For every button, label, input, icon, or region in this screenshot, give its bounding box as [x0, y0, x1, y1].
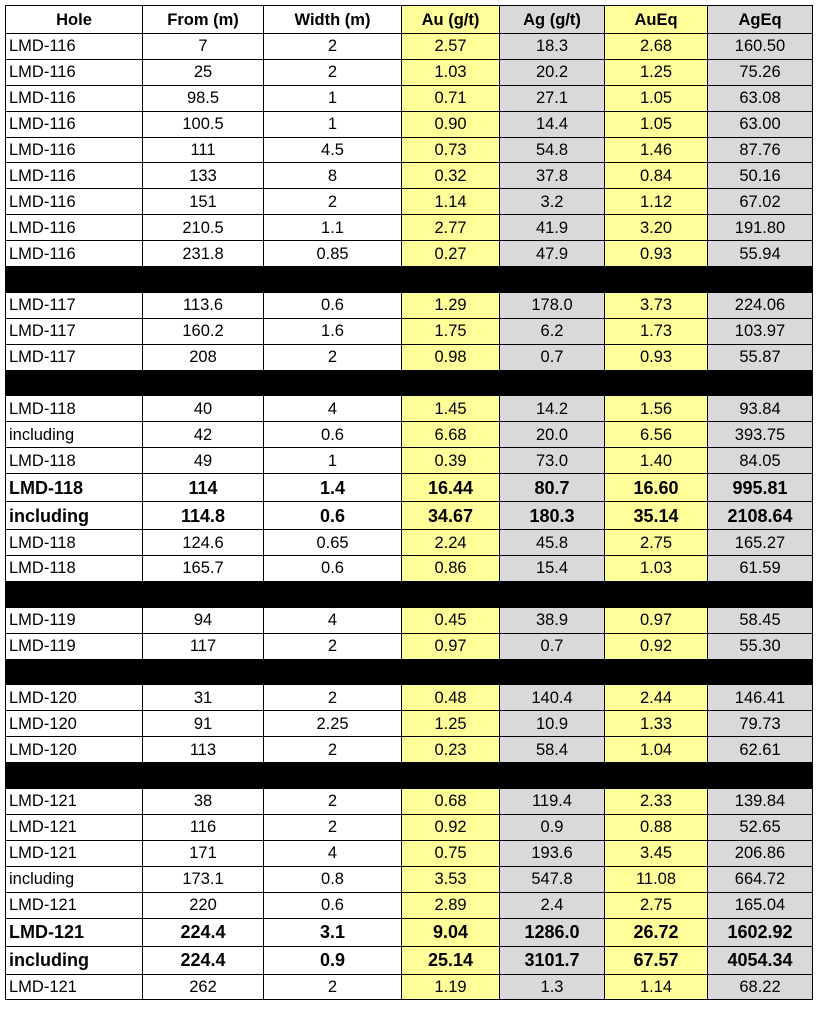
cell-hole: LMD-119 — [6, 633, 143, 659]
cell-au: 0.86 — [402, 556, 500, 582]
cell-hole: LMD-116 — [6, 189, 143, 215]
table-row — [6, 241, 813, 267]
cell-aueq: 1.33 — [605, 711, 708, 737]
cell-ag: 38.9 — [500, 607, 605, 633]
cell-aueq: 1.73 — [605, 318, 708, 344]
cell-hole: LMD-118 — [6, 396, 143, 422]
cell-hole: LMD-118 — [6, 530, 143, 556]
cell-hole: LMD-116 — [6, 163, 143, 189]
cell-from: 100.5 — [143, 111, 264, 137]
cell-ageq: 995.81 — [708, 474, 813, 502]
cell-hole: including — [6, 866, 143, 892]
cell-ag: 547.8 — [500, 866, 605, 892]
cell-ag: 37.8 — [500, 163, 605, 189]
cell-from: 91 — [143, 711, 264, 737]
table-header — [6, 6, 813, 34]
cell-from: 113 — [143, 737, 264, 763]
cell-aueq: 35.14 — [605, 502, 708, 530]
cell-width: 2 — [264, 737, 402, 763]
cell-au: 0.27 — [402, 241, 500, 267]
cell-ag: 58.4 — [500, 737, 605, 763]
table-body — [6, 34, 813, 1000]
cell-from: 116 — [143, 814, 264, 840]
cell-from: 114 — [143, 474, 264, 502]
cell-ageq: 63.08 — [708, 85, 813, 111]
cell-ag: 20.0 — [500, 422, 605, 448]
table-row — [6, 422, 813, 448]
cell-ageq: 55.87 — [708, 344, 813, 370]
cell-width: 2 — [264, 189, 402, 215]
cell-ag: 20.2 — [500, 59, 605, 85]
cell-from: 220 — [143, 892, 264, 918]
cell-width: 2.25 — [264, 711, 402, 737]
cell-ag: 0.7 — [500, 344, 605, 370]
cell-au: 0.45 — [402, 607, 500, 633]
cell-ag: 180.3 — [500, 502, 605, 530]
cell-width: 2 — [264, 789, 402, 815]
cell-ageq: 75.26 — [708, 59, 813, 85]
header-ag: Ag (g/t) — [500, 6, 605, 34]
table-row — [6, 396, 813, 422]
table-row — [6, 840, 813, 866]
cell-from: 160.2 — [143, 318, 264, 344]
cell-ag: 80.7 — [500, 474, 605, 502]
cell-hole: LMD-117 — [6, 344, 143, 370]
table-row — [6, 318, 813, 344]
cell-aueq: 1.25 — [605, 59, 708, 85]
cell-from: 117 — [143, 633, 264, 659]
header-hole: Hole — [6, 6, 143, 34]
cell-ag: 45.8 — [500, 530, 605, 556]
cell-hole: LMD-121 — [6, 789, 143, 815]
cell-from: 98.5 — [143, 85, 264, 111]
table-row — [6, 918, 813, 946]
separator-row — [6, 370, 813, 396]
cell-from: 94 — [143, 607, 264, 633]
cell-au: 0.32 — [402, 163, 500, 189]
cell-au: 1.29 — [402, 292, 500, 318]
cell-ageq: 55.94 — [708, 241, 813, 267]
cell-from: 262 — [143, 974, 264, 1000]
cell-aueq: 1.12 — [605, 189, 708, 215]
cell-from: 31 — [143, 685, 264, 711]
cell-aueq: 0.97 — [605, 607, 708, 633]
cell-width: 2 — [264, 344, 402, 370]
table-row — [6, 137, 813, 163]
cell-au: 0.90 — [402, 111, 500, 137]
table-row — [6, 789, 813, 815]
cell-ageq: 50.16 — [708, 163, 813, 189]
cell-from: 210.5 — [143, 215, 264, 241]
cell-aueq: 3.20 — [605, 215, 708, 241]
cell-hole: including — [6, 502, 143, 530]
cell-ag: 0.7 — [500, 633, 605, 659]
cell-hole: LMD-116 — [6, 241, 143, 267]
table-row — [6, 111, 813, 137]
cell-hole: LMD-121 — [6, 840, 143, 866]
cell-ag: 178.0 — [500, 292, 605, 318]
cell-hole: including — [6, 946, 143, 974]
cell-from: 25 — [143, 59, 264, 85]
cell-from: 173.1 — [143, 866, 264, 892]
cell-ag: 27.1 — [500, 85, 605, 111]
table-row — [6, 633, 813, 659]
separator-bar — [6, 763, 813, 789]
cell-width: 4 — [264, 607, 402, 633]
cell-ageq: 160.50 — [708, 34, 813, 60]
cell-aueq: 11.08 — [605, 866, 708, 892]
cell-ageq: 87.76 — [708, 137, 813, 163]
header-au: Au (g/t) — [402, 6, 500, 34]
header-ageq: AgEq — [708, 6, 813, 34]
cell-ageq: 393.75 — [708, 422, 813, 448]
separator-row — [6, 763, 813, 789]
cell-ag: 73.0 — [500, 448, 605, 474]
cell-ageq: 165.27 — [708, 530, 813, 556]
cell-from: 111 — [143, 137, 264, 163]
cell-width: 0.6 — [264, 556, 402, 582]
cell-au: 9.04 — [402, 918, 500, 946]
cell-au: 2.24 — [402, 530, 500, 556]
table-row — [6, 814, 813, 840]
cell-au: 1.25 — [402, 711, 500, 737]
cell-hole: LMD-118 — [6, 474, 143, 502]
separator-bar — [6, 581, 813, 607]
cell-hole: including — [6, 422, 143, 448]
cell-width: 2 — [264, 685, 402, 711]
cell-ag: 18.3 — [500, 34, 605, 60]
cell-ag: 1.3 — [500, 974, 605, 1000]
cell-width: 1.6 — [264, 318, 402, 344]
cell-width: 0.8 — [264, 866, 402, 892]
cell-hole: LMD-116 — [6, 34, 143, 60]
cell-width: 0.6 — [264, 422, 402, 448]
cell-from: 208 — [143, 344, 264, 370]
table-row — [6, 59, 813, 85]
header-width: Width (m) — [264, 6, 402, 34]
cell-au: 0.68 — [402, 789, 500, 815]
cell-au: 1.45 — [402, 396, 500, 422]
cell-au: 0.92 — [402, 814, 500, 840]
cell-aueq: 1.05 — [605, 85, 708, 111]
cell-hole: LMD-117 — [6, 318, 143, 344]
cell-au: 25.14 — [402, 946, 500, 974]
cell-au: 2.57 — [402, 34, 500, 60]
table-row — [6, 974, 813, 1000]
cell-au: 0.48 — [402, 685, 500, 711]
table-row — [6, 474, 813, 502]
cell-ageq: 2108.64 — [708, 502, 813, 530]
cell-au: 0.71 — [402, 85, 500, 111]
cell-ageq: 93.84 — [708, 396, 813, 422]
table-row — [6, 737, 813, 763]
cell-hole: LMD-116 — [6, 111, 143, 137]
cell-hole: LMD-116 — [6, 85, 143, 111]
cell-aueq: 2.44 — [605, 685, 708, 711]
cell-hole: LMD-118 — [6, 448, 143, 474]
cell-au: 0.97 — [402, 633, 500, 659]
cell-ageq: 63.00 — [708, 111, 813, 137]
cell-hole: LMD-118 — [6, 556, 143, 582]
table-row — [6, 189, 813, 215]
cell-hole: LMD-121 — [6, 974, 143, 1000]
cell-ag: 119.4 — [500, 789, 605, 815]
cell-ag: 1286.0 — [500, 918, 605, 946]
cell-width: 8 — [264, 163, 402, 189]
header-row — [6, 6, 813, 34]
cell-aueq: 1.05 — [605, 111, 708, 137]
cell-width: 2 — [264, 34, 402, 60]
table-row — [6, 556, 813, 582]
cell-hole: LMD-121 — [6, 814, 143, 840]
cell-au: 0.23 — [402, 737, 500, 763]
cell-width: 0.9 — [264, 946, 402, 974]
cell-aueq: 1.46 — [605, 137, 708, 163]
table-row — [6, 530, 813, 556]
cell-aueq: 3.45 — [605, 840, 708, 866]
cell-width: 0.65 — [264, 530, 402, 556]
cell-ageq: 664.72 — [708, 866, 813, 892]
cell-ageq: 55.30 — [708, 633, 813, 659]
cell-aueq: 1.40 — [605, 448, 708, 474]
cell-from: 231.8 — [143, 241, 264, 267]
cell-from: 40 — [143, 396, 264, 422]
cell-ag: 193.6 — [500, 840, 605, 866]
cell-au: 2.77 — [402, 215, 500, 241]
cell-au: 1.75 — [402, 318, 500, 344]
separator-row — [6, 659, 813, 685]
cell-aueq: 1.14 — [605, 974, 708, 1000]
cell-ageq: 1602.92 — [708, 918, 813, 946]
cell-ageq: 191.80 — [708, 215, 813, 241]
header-from: From (m) — [143, 6, 264, 34]
cell-ag: 14.4 — [500, 111, 605, 137]
table-row — [6, 607, 813, 633]
table-row — [6, 866, 813, 892]
cell-hole: LMD-120 — [6, 711, 143, 737]
cell-au: 2.89 — [402, 892, 500, 918]
cell-ageq: 68.22 — [708, 974, 813, 1000]
cell-from: 49 — [143, 448, 264, 474]
cell-ag: 3.2 — [500, 189, 605, 215]
cell-aueq: 0.93 — [605, 241, 708, 267]
cell-ageq: 61.59 — [708, 556, 813, 582]
cell-from: 224.4 — [143, 946, 264, 974]
assay-results-table — [5, 5, 813, 1000]
cell-ageq: 67.02 — [708, 189, 813, 215]
table-row — [6, 292, 813, 318]
cell-aueq: 16.60 — [605, 474, 708, 502]
cell-hole: LMD-121 — [6, 918, 143, 946]
cell-from: 38 — [143, 789, 264, 815]
table-row — [6, 946, 813, 974]
cell-width: 2 — [264, 633, 402, 659]
separator-row — [6, 267, 813, 293]
cell-au: 1.03 — [402, 59, 500, 85]
cell-aueq: 0.93 — [605, 344, 708, 370]
cell-hole: LMD-116 — [6, 215, 143, 241]
cell-from: 113.6 — [143, 292, 264, 318]
cell-from: 151 — [143, 189, 264, 215]
table-row — [6, 85, 813, 111]
separator-bar — [6, 267, 813, 293]
cell-width: 0.6 — [264, 292, 402, 318]
cell-width: 1 — [264, 448, 402, 474]
cell-ag: 41.9 — [500, 215, 605, 241]
cell-ag: 140.4 — [500, 685, 605, 711]
cell-aueq: 0.84 — [605, 163, 708, 189]
cell-from: 165.7 — [143, 556, 264, 582]
cell-au: 16.44 — [402, 474, 500, 502]
cell-au: 1.14 — [402, 189, 500, 215]
cell-ag: 54.8 — [500, 137, 605, 163]
cell-ag: 3101.7 — [500, 946, 605, 974]
cell-width: 1.1 — [264, 215, 402, 241]
cell-width: 2 — [264, 974, 402, 1000]
cell-hole: LMD-121 — [6, 892, 143, 918]
cell-ag: 0.9 — [500, 814, 605, 840]
cell-width: 0.6 — [264, 502, 402, 530]
table-row — [6, 685, 813, 711]
cell-ag: 47.9 — [500, 241, 605, 267]
table-row — [6, 215, 813, 241]
cell-from: 114.8 — [143, 502, 264, 530]
separator-bar — [6, 370, 813, 396]
cell-aueq: 2.68 — [605, 34, 708, 60]
cell-ageq: 4054.34 — [708, 946, 813, 974]
cell-ag: 15.4 — [500, 556, 605, 582]
cell-width: 0.85 — [264, 241, 402, 267]
cell-ageq: 206.86 — [708, 840, 813, 866]
cell-ageq: 165.04 — [708, 892, 813, 918]
cell-aueq: 6.56 — [605, 422, 708, 448]
cell-hole: LMD-117 — [6, 292, 143, 318]
cell-from: 7 — [143, 34, 264, 60]
cell-hole: LMD-119 — [6, 607, 143, 633]
cell-ageq: 84.05 — [708, 448, 813, 474]
cell-aueq: 26.72 — [605, 918, 708, 946]
cell-width: 4 — [264, 840, 402, 866]
cell-width: 1 — [264, 111, 402, 137]
table-row — [6, 502, 813, 530]
cell-width: 2 — [264, 814, 402, 840]
cell-aueq: 2.75 — [605, 892, 708, 918]
table-row — [6, 344, 813, 370]
cell-ag: 6.2 — [500, 318, 605, 344]
cell-width: 0.6 — [264, 892, 402, 918]
cell-from: 171 — [143, 840, 264, 866]
cell-width: 3.1 — [264, 918, 402, 946]
cell-aueq: 2.75 — [605, 530, 708, 556]
cell-au: 3.53 — [402, 866, 500, 892]
cell-width: 1.4 — [264, 474, 402, 502]
cell-ageq: 103.97 — [708, 318, 813, 344]
cell-aueq: 2.33 — [605, 789, 708, 815]
cell-aueq: 1.04 — [605, 737, 708, 763]
header-aueq: AuEq — [605, 6, 708, 34]
cell-aueq: 0.88 — [605, 814, 708, 840]
cell-au: 34.67 — [402, 502, 500, 530]
cell-from: 124.6 — [143, 530, 264, 556]
cell-au: 0.73 — [402, 137, 500, 163]
cell-width: 1 — [264, 85, 402, 111]
cell-au: 0.39 — [402, 448, 500, 474]
cell-au: 0.75 — [402, 840, 500, 866]
cell-width: 4 — [264, 396, 402, 422]
table-row — [6, 34, 813, 60]
cell-width: 4.5 — [264, 137, 402, 163]
cell-ageq: 52.65 — [708, 814, 813, 840]
cell-ageq: 224.06 — [708, 292, 813, 318]
cell-from: 224.4 — [143, 918, 264, 946]
cell-ageq: 58.45 — [708, 607, 813, 633]
cell-width: 2 — [264, 59, 402, 85]
cell-aueq: 67.57 — [605, 946, 708, 974]
cell-ageq: 79.73 — [708, 711, 813, 737]
cell-hole: LMD-116 — [6, 137, 143, 163]
table-row — [6, 448, 813, 474]
table-row — [6, 163, 813, 189]
table-row — [6, 892, 813, 918]
cell-hole: LMD-120 — [6, 737, 143, 763]
cell-hole: LMD-116 — [6, 59, 143, 85]
cell-aueq: 3.73 — [605, 292, 708, 318]
cell-ag: 2.4 — [500, 892, 605, 918]
cell-au: 0.98 — [402, 344, 500, 370]
cell-au: 1.19 — [402, 974, 500, 1000]
cell-aueq: 1.56 — [605, 396, 708, 422]
separator-bar — [6, 659, 813, 685]
cell-aueq: 1.03 — [605, 556, 708, 582]
cell-ageq: 146.41 — [708, 685, 813, 711]
cell-au: 6.68 — [402, 422, 500, 448]
cell-ag: 10.9 — [500, 711, 605, 737]
cell-from: 133 — [143, 163, 264, 189]
table-row — [6, 711, 813, 737]
cell-ag: 14.2 — [500, 396, 605, 422]
cell-hole: LMD-120 — [6, 685, 143, 711]
cell-from: 42 — [143, 422, 264, 448]
cell-ageq: 62.61 — [708, 737, 813, 763]
separator-row — [6, 581, 813, 607]
cell-aueq: 0.92 — [605, 633, 708, 659]
cell-ageq: 139.84 — [708, 789, 813, 815]
